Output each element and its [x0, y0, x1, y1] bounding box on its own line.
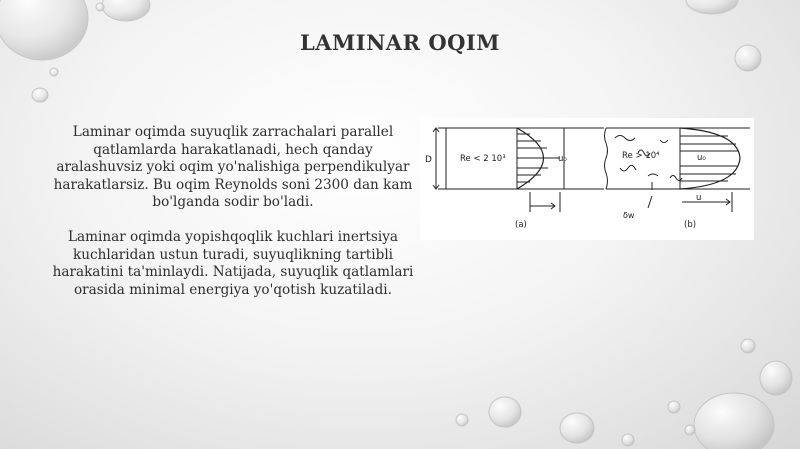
paragraph-2: Laminar oqimda yopishqoqlik kuchlari inertsiya kuchlaridan ustun turadi, suyuqlikning tartibli harakatini ta'minlaydi. Natijada, suyuqlik qatlamlari orasida minimal energiya yo'qotish kuzatiladi.	[52, 228, 414, 298]
panel-a-laminar	[433, 128, 604, 212]
label-D: D	[425, 155, 432, 165]
panel-b-turbulent	[605, 128, 751, 212]
drop-bottom-right	[668, 339, 792, 449]
panel-a-u0: u₀	[558, 154, 567, 164]
paragraph-1: Laminar oqimda suyuqlik zarrachalari parallel qatlamlarda harakatlanadi, hech qanday aralashuvsiz yoki oqim yo'nalishiga perpendikulyar harakatlarsiz. Bu oqim Reynolds soni 2300 dan kam bo'lganda sodir bo'ladi.	[53, 124, 413, 211]
panel-b-u0: u₀	[697, 153, 706, 163]
slide-title: LAMINAR OQIM	[299, 30, 501, 55]
panel-a-caption: (a)	[515, 220, 527, 230]
drop-bottom-center	[456, 397, 634, 446]
panel-b-re: Re > 10⁴	[622, 151, 660, 161]
panel-b-u: u	[696, 193, 702, 203]
panel-a-re: Re < 2 10³	[460, 154, 506, 164]
panel-b-caption: (b)	[684, 220, 697, 230]
flow-profile-figure	[420, 118, 754, 240]
slide-body	[52, 124, 414, 316]
panel-b-delta: δw	[623, 211, 635, 220]
